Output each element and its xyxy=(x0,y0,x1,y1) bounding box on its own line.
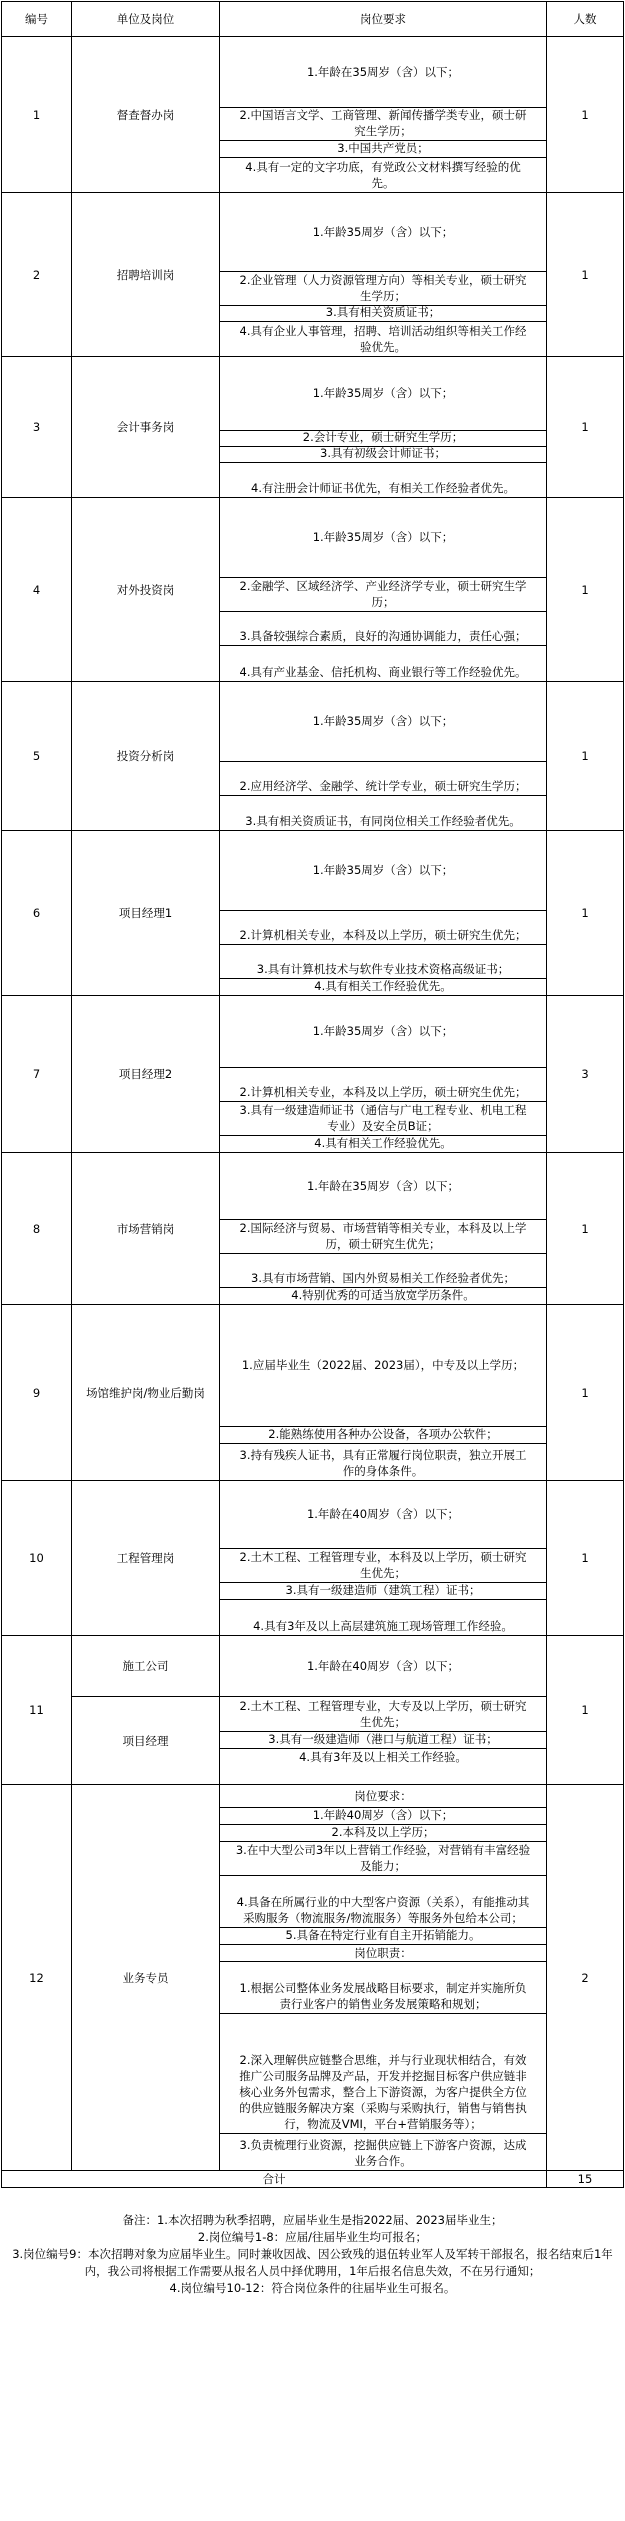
requirement-item: 2.土木工程、工程管理专业，大专及以上学历，硕士研究生优先； xyxy=(220,1697,546,1732)
header-requirements: 岗位要求 xyxy=(220,2,547,37)
row-num: 5 xyxy=(2,682,72,831)
row-requirements xyxy=(220,357,547,498)
requirement-item: 1.年龄在40周岁（含）以下； xyxy=(220,1481,546,1549)
table-row xyxy=(2,357,624,498)
note-line: 4.岗位编号10-12：符合岗位条件的往届毕业生可报名。 xyxy=(169,2281,456,2295)
table-row xyxy=(2,1153,624,1305)
table-row xyxy=(2,37,624,193)
row-num: 12 xyxy=(2,1785,72,2171)
row-num: 2 xyxy=(2,193,72,357)
row-count: 1 xyxy=(547,1305,624,1481)
requirement-item: 2.土木工程、工程管理专业，本科及以上学历，硕士研究生优先； xyxy=(220,1549,546,1583)
requirement-item: 2.会计专业，硕士研究生学历； xyxy=(220,431,546,447)
row-count: 1 xyxy=(547,498,624,682)
row-requirements xyxy=(220,1785,547,2171)
requirement-item: 4.具有3年及以上相关工作经验。 xyxy=(299,1750,467,1764)
requirement-item: 1.年龄35周岁（含）以下； xyxy=(220,357,546,431)
row-num: 8 xyxy=(2,1153,72,1305)
requirement-item: 2.本科及以上学历； xyxy=(220,1825,546,1842)
requirement-item: 1.年龄在35周岁（含）以下； xyxy=(220,1153,546,1220)
requirement-item: 2.计算机相关专业，本科及以上学历，硕士研究生优先； xyxy=(220,911,546,945)
table-row xyxy=(2,831,624,996)
requirement-item: 1.年龄35周岁（含）以下； xyxy=(220,498,546,578)
row-requirements xyxy=(220,1305,547,1481)
requirement-item: 2.国际经济与贸易、市场营销等相关专业，本科及以上学历，硕士研究生优先； xyxy=(220,1220,546,1254)
row-count: 1 xyxy=(547,1153,624,1305)
note-line: 3.岗位编号9：本次招聘对象为应届毕业生。同时兼收因战、因公致残的退伍转业军人及军转干部报名，报名结束后1年内，我公司将根据工作需要从报名人员中择优聘用，1年后报名信息失效，不在另行通知； xyxy=(12,2247,613,2278)
company-name: 施工公司 xyxy=(72,1636,219,1697)
duty-item: 1.根据公司整体业务发展战略目标要求，制定并实施所负责行业客户的销售业务发展策略和规划； xyxy=(220,1962,546,2014)
requirement-item: 4.具有产业基金、信托机构、商业银行等工作经验优先。 xyxy=(239,665,527,679)
row-count: 1 xyxy=(547,193,624,357)
table-row xyxy=(2,1305,624,1481)
row-num: 11 xyxy=(2,1636,72,1785)
row-count: 1 xyxy=(547,37,624,193)
note-line: 备注：1.本次招聘为秋季招聘，应届毕业生是指2022届、2023届毕业生； xyxy=(122,2213,503,2227)
row-count: 1 xyxy=(547,831,624,996)
requirement-item: 1.年龄在40周岁（含）以下； xyxy=(220,1636,546,1697)
row-requirements xyxy=(220,37,547,193)
row-position: 场馆维护岗/物业后勤岗 xyxy=(72,1305,220,1481)
requirement-item: 4.具有相关工作经验优先。 xyxy=(314,1136,452,1150)
row-num: 4 xyxy=(2,498,72,682)
requirement-item: 2.计算机相关专业，本科及以上学历，硕士研究生优先； xyxy=(220,1068,546,1102)
row-position xyxy=(72,1636,220,1785)
requirement-item: 4.具备在所属行业的中大型客户资源（关系），有能推动其采购服务（物流服务/物流服务）等服务外包给本公司； xyxy=(220,1876,546,1928)
row-num: 9 xyxy=(2,1305,72,1481)
duty-item: 2.深入理解供应链整合思维，并与行业现状相结合，有效推广公司服务品牌及产品，开发并挖掘目标客户供应链非核心业务外包需求，整合上下游资源，为客户提供全方位的供应链服务解决方案（采购与采购执行，销售与销售执行，物流及VMI，平台+营销服务等）； xyxy=(220,2014,546,2134)
requirement-item: 1.年龄35周岁（含）以下； xyxy=(220,831,546,911)
table-row xyxy=(2,682,624,831)
table-row xyxy=(2,1481,624,1636)
requirement-item: 3.具有计算机技术与软件专业技术资格高级证书； xyxy=(220,945,546,979)
table-row xyxy=(2,193,624,357)
note-line: 2.岗位编号1-8：应届/往届毕业生均可报名； xyxy=(197,2230,428,2244)
requirement-item: 3.具有初级会计师证书； xyxy=(220,447,546,463)
row-position: 业务专员 xyxy=(72,1785,220,2171)
row-requirements xyxy=(220,831,547,996)
row-position: 项目经理2 xyxy=(72,996,220,1153)
row-count: 1 xyxy=(547,1636,624,1785)
row-num: 6 xyxy=(2,831,72,996)
row-count: 1 xyxy=(547,682,624,831)
row-requirements xyxy=(220,1636,547,1785)
row-count: 1 xyxy=(547,357,624,498)
row-position: 对外投资岗 xyxy=(72,498,220,682)
row-requirements xyxy=(220,498,547,682)
notes xyxy=(0,2212,625,2297)
position-name: 项目经理 xyxy=(122,1733,169,1748)
requirement-item: 5.具备在特定行业有自主开拓销能力。 xyxy=(220,1928,546,1945)
requirement-item: 4.特别优秀的可适当放宽学历条件。 xyxy=(291,1288,475,1302)
requirement-item: 4.有注册会计师证书优先，有相关工作经验者优先。 xyxy=(251,481,515,495)
table-row xyxy=(2,498,624,682)
table-row xyxy=(2,1636,624,1785)
requirement-item: 1.年龄35周岁（含）以下； xyxy=(220,682,546,762)
row-count: 1 xyxy=(547,1481,624,1636)
row-position: 工程管理岗 xyxy=(72,1481,220,1636)
header-count: 人数 xyxy=(547,2,624,37)
requirement-item: 1.年龄35周岁（含）以下； xyxy=(220,996,546,1068)
table-row xyxy=(2,1785,624,2171)
row-requirements xyxy=(220,1153,547,1305)
duty-item: 3.负责梳理行业资源，挖掘供应链上下游客户资源，达成业务合作。 xyxy=(239,2138,527,2168)
requirement-item: 2.企业管理（人力资源管理方向）等相关专业，硕士研究生学历； xyxy=(220,272,546,306)
row-num: 10 xyxy=(2,1481,72,1636)
requirement-item: 1.年龄40周岁（含）以下； xyxy=(220,1808,546,1825)
requirement-item: 2.金融学、区域经济学、产业经济学专业，硕士研究生学历； xyxy=(220,578,546,612)
row-position: 督查督办岗 xyxy=(72,37,220,193)
row-num: 3 xyxy=(2,357,72,498)
row-requirements xyxy=(220,193,547,357)
total-count: 15 xyxy=(547,2171,624,2188)
requirement-item: 3.具备较强综合素质，良好的沟通协调能力，责任心强； xyxy=(220,612,546,646)
table-header-row xyxy=(2,2,624,37)
requirement-item: 1.年龄在35周岁（含）以下； xyxy=(220,37,546,108)
requirement-item: 4.具有相关工作经验优先。 xyxy=(314,979,452,993)
requirement-section-title: 岗位要求： xyxy=(220,1785,546,1808)
row-position: 市场营销岗 xyxy=(72,1153,220,1305)
requirement-item: 4.具有一定的文字功底，有党政公文材料撰写经验的优先。 xyxy=(245,160,521,190)
row-count: 2 xyxy=(547,1785,624,2171)
row-num: 1 xyxy=(2,37,72,193)
row-num: 7 xyxy=(2,996,72,1153)
row-requirements xyxy=(220,996,547,1153)
requirement-item: 3.中国共产党员； xyxy=(220,141,546,158)
row-requirements xyxy=(220,682,547,831)
row-count: 3 xyxy=(547,996,624,1153)
requirement-item: 2.中国语言文学、工商管理、新闻传播学类专业，硕士研究生学历； xyxy=(220,108,546,141)
row-position: 招聘培训岗 xyxy=(72,193,220,357)
job-table xyxy=(1,1,624,2188)
requirement-item: 3.具有市场营销、国内外贸易相关工作经验者优先； xyxy=(220,1254,546,1288)
requirement-item: 2.应用经济学、金融学、统计学专业，硕士研究生学历； xyxy=(220,762,546,796)
total-row xyxy=(2,2171,624,2188)
row-position: 会计事务岗 xyxy=(72,357,220,498)
requirement-item: 3.持有残疾人证书，具有正常履行岗位职责，独立开展工作的身体条件。 xyxy=(239,1448,527,1478)
duty-section-title: 岗位职责： xyxy=(220,1945,546,1962)
header-position: 单位及岗位 xyxy=(72,2,220,37)
requirement-item: 4.具有企业人事管理，招聘、培训活动组织等相关工作经验优先。 xyxy=(239,324,527,354)
row-requirements xyxy=(220,1481,547,1636)
requirement-item: 4.具有3年及以上高层建筑施工现场管理工作经验。 xyxy=(253,1619,513,1633)
requirement-item: 3.具有一级建造师证书（通信与广电工程专业、机电工程专业）及安全员B证； xyxy=(220,1102,546,1136)
requirement-item: 1.年龄35周岁（含）以下； xyxy=(220,193,546,272)
requirement-item: 1.应届毕业生（2022届、2023届），中专及以上学历； xyxy=(220,1305,546,1427)
requirement-item: 3.具有一级建造师（港口与航道工程）证书； xyxy=(220,1732,546,1749)
header-num: 编号 xyxy=(2,2,72,37)
total-label: 合计 xyxy=(2,2171,547,2188)
row-position: 项目经理1 xyxy=(72,831,220,996)
row-position: 投资分析岗 xyxy=(72,682,220,831)
requirement-item: 3.在中大型公司3年以上营销工作经验，对营销有丰富经验及能力； xyxy=(220,1842,546,1876)
requirement-item: 2.能熟练使用各种办公设备，各项办公软件； xyxy=(220,1427,546,1444)
requirement-item: 3.具有相关资质证书； xyxy=(220,306,546,322)
table-row xyxy=(2,996,624,1153)
requirement-item: 3.具有相关资质证书，有同岗位相关工作经验者优先。 xyxy=(245,814,521,828)
requirement-item: 3.具有一级建造师（建筑工程）证书； xyxy=(220,1583,546,1600)
